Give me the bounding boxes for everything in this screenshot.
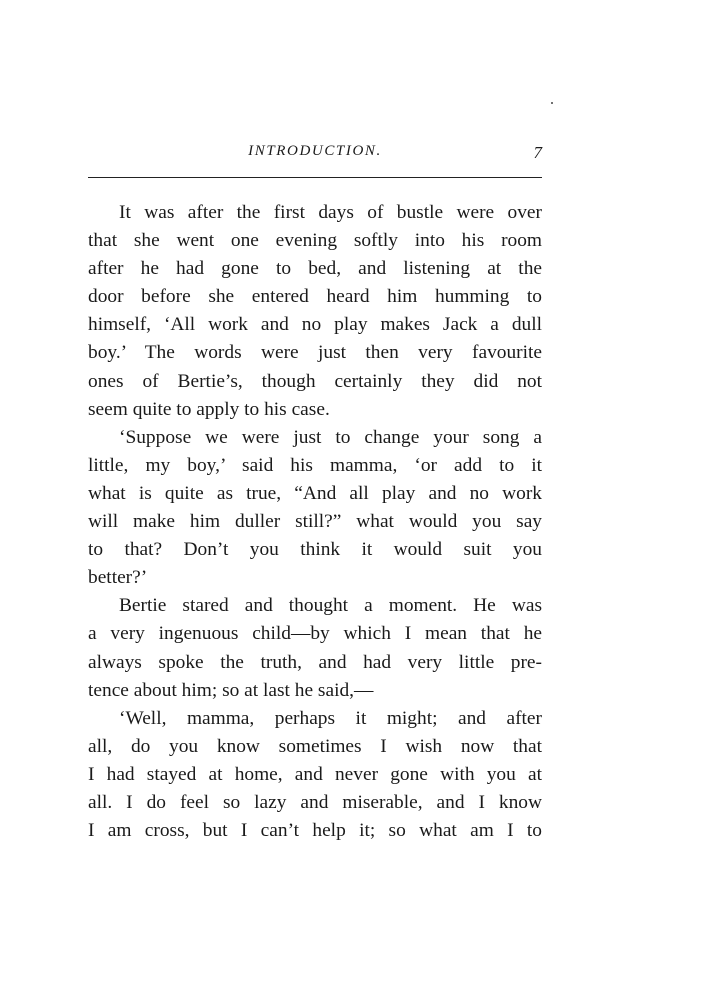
text-line: I am cross, but I can’t help it; so what am I to (88, 820, 542, 842)
text-line: ‘Suppose we were just to change your song a (119, 426, 542, 448)
text-line: boy.’ The words were just then very favourite (88, 342, 542, 364)
page-number: 7 (533, 143, 542, 162)
text-line: himself, ‘All work and no play makes Jack a dull (88, 314, 542, 336)
text-line: what is quite as true, “And all play and no work (88, 482, 542, 504)
text-line: It was after the first days of bustle were over (119, 202, 542, 223)
text-line: will make him duller still?” what would you say (88, 511, 542, 533)
text-line: to that? Don’t you think it would suit you (88, 539, 542, 561)
text-line: after he had gone to bed, and listening at the (88, 258, 542, 280)
stray-mark (551, 102, 553, 104)
text-line: little, my boy,’ said his mamma, ‘or add to it (88, 454, 542, 476)
text-line: all. I do feel so lazy and miserable, and I know (88, 791, 542, 813)
running-head: INTRODUCTION. (248, 143, 382, 159)
text-line: all, do you know sometimes I wish now that (88, 735, 542, 757)
header-rule (88, 177, 542, 178)
text-line: Bertie stared and thought a moment. He was (119, 595, 542, 617)
page-header (88, 143, 542, 167)
text-line: better?’ (88, 567, 148, 589)
text-line: door before she entered heard him humming to (88, 286, 542, 308)
text-line: ‘Well, mamma, perhaps it might; and after (119, 707, 542, 729)
text-line: tence about him; so at last he said,— (88, 679, 374, 701)
text-line: a very ingenuous child—by which I mean that he (88, 623, 542, 645)
body-text (88, 199, 542, 845)
text-line: that she went one evening softly into his room (88, 230, 542, 252)
text-line: ones of Bertie’s, though certainly they did not (88, 370, 542, 392)
text-line: seem quite to apply to his case. (88, 398, 330, 420)
text-line: I had stayed at home, and never gone with you at (88, 763, 542, 785)
text-line: always spoke the truth, and had very little pre- (88, 651, 542, 673)
